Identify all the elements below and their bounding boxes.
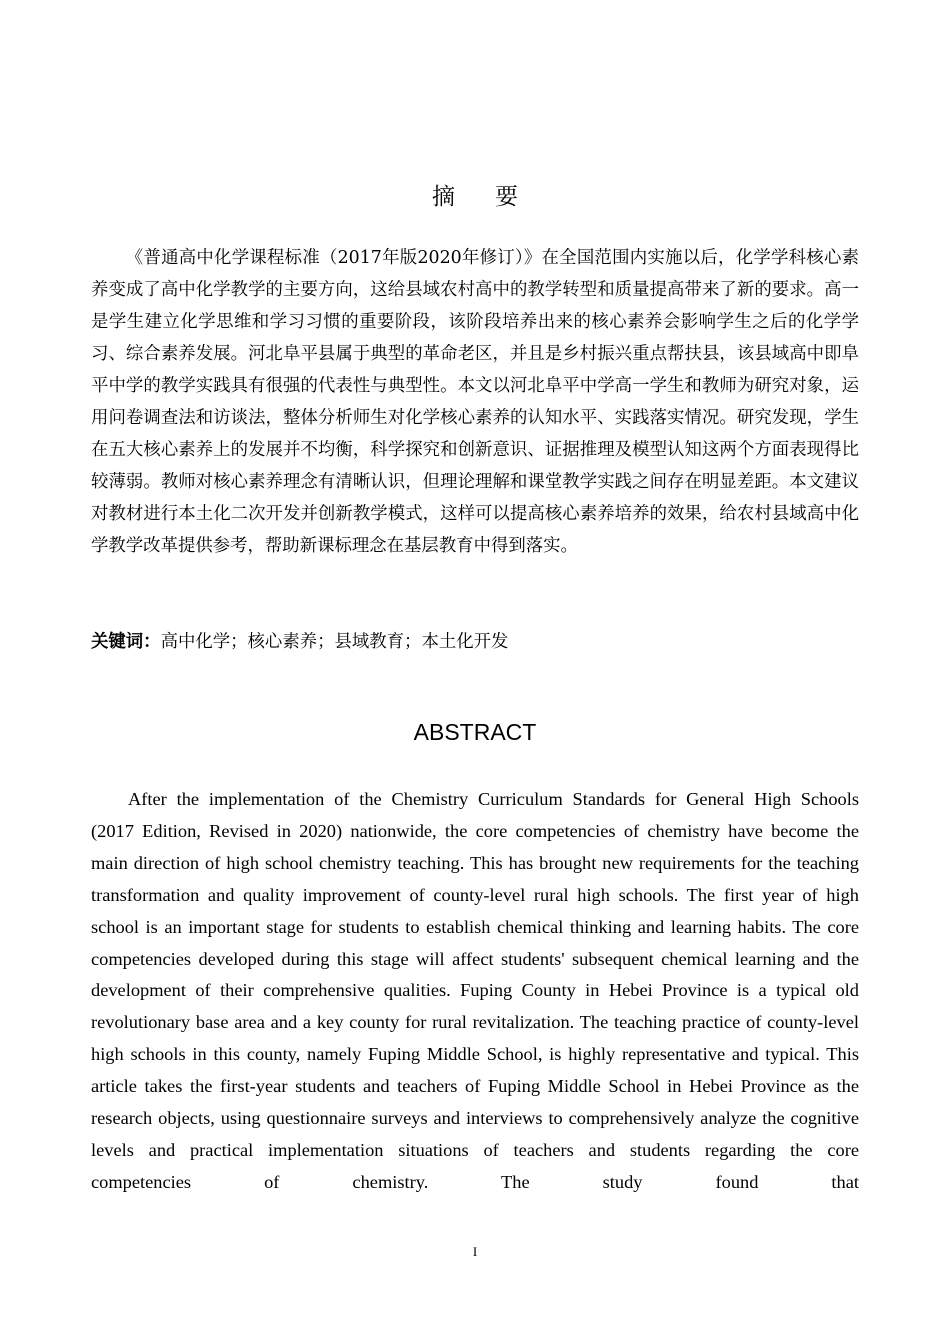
page-number: I xyxy=(472,1244,478,1259)
chinese-abstract-body: 《普通高中化学课程标准（2017年版2020年修订）》在全国范围内实施以后，化学学科核心素养变成了高中化学教学的主要方向，这给县域农村高中的教学转型和质量提高带来了新的要求。高一是学生建立化学思维和学习习惯的重要阶段，该阶段培养出来的核心素养会影响学生之后的化学学习、综合素养发展。河北阜平县属于典型的革命老区，并且是乡村振兴重点帮扶县，该县域高中即阜平中学的教学实践具有很强的代表性与典型性。本文以河北阜平中学高一学生和教师为研究对象，运用问卷调查法和访谈法，整体分析师生对化学核心素养的认知水平、实践落实情况。研究发现，学生在五大核心素养上的发展并不均衡，科学探究和创新意识、证据推理及模型认知这两个方面表现得比较薄弱。教师对核心素养理念有清晰认识，但理论理解和课堂教学实践之间存在明显差距。本文建议对教材进行本土化二次开发并创新教学模式，这样可以提高核心素养培养的效果，给农村县域高中化学教学改革提供参考，帮助新课标理念在基层教育中得到落实。 xyxy=(91,248,859,556)
document-page xyxy=(91,0,859,1344)
keywords-label: 关键词： xyxy=(91,632,161,652)
title-char-zhai: 摘 xyxy=(432,184,455,210)
chinese-abstract-title xyxy=(91,178,859,211)
english-abstract-body: After the implementation of the Chemistry Curriculum Standards for General High Schools (2017 Edition, Revised in 2020) nationwide, the core competencies of chemistry have become the main direction of high school chemistry teaching. This has brought new requirements for the teaching transformation and quality improvement of county-level rural high schools. The first year of high school is an important stage for students to establish chemical thinking and learning habits. The core competencies developed during this stage will affect students' subsequent chemical learning and the development of their comprehensive qualities. Fuping County in Hebei Province is a typical old revolutionary base area and a key county for rural revitalization. The teaching practice of county-level high schools in this county, namely Fuping Middle School, is highly representative and typical. This article takes the first-year students and teachers of Fuping Middle School in Hebei Province as the research objects, using questionnaire surveys and interviews to comprehensively analyze the cognitive levels and practical implementation situations of teachers and students regarding the core competencies of chemistry. The study found that xyxy=(91,789,859,1192)
chinese-keywords xyxy=(91,626,859,658)
english-abstract-title: ABSTRACT xyxy=(413,719,537,745)
keywords-text: 高中化学；核心素养；县域教育；本土化开发 xyxy=(160,632,509,652)
title-char-yao: 要 xyxy=(495,184,518,210)
